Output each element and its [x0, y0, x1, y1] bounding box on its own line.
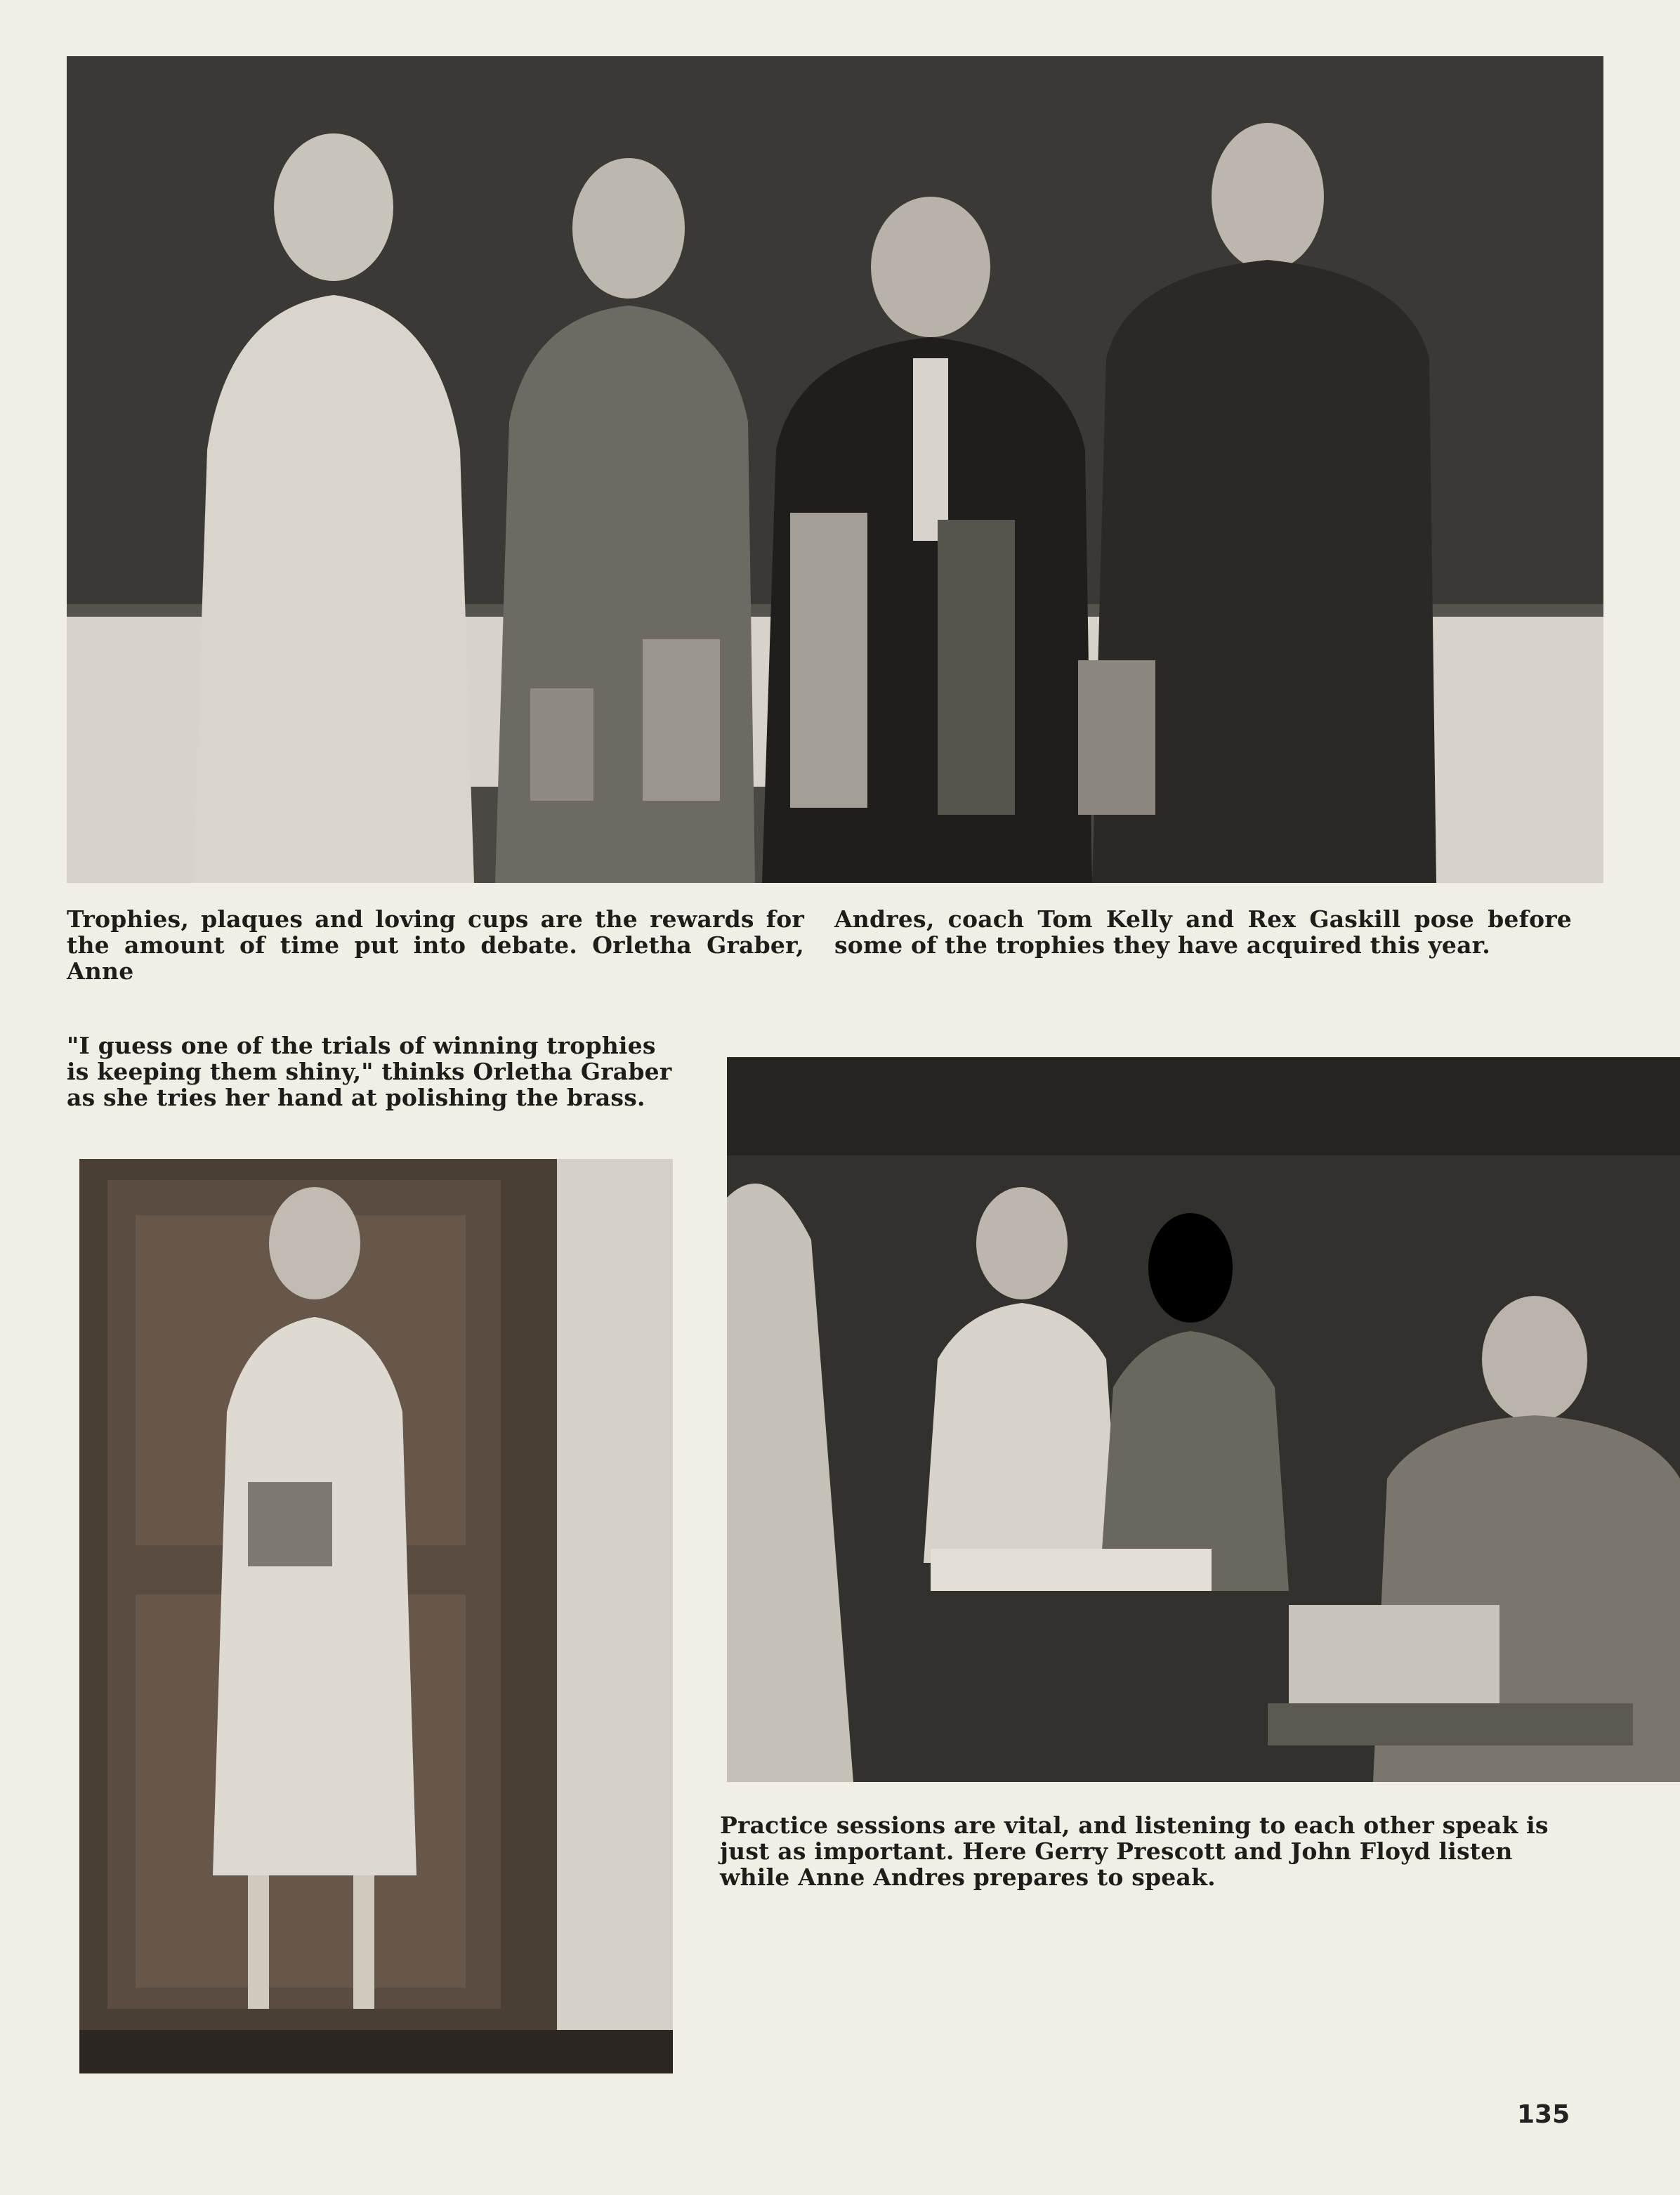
- polishing-trophy-photo-art: [79, 1159, 673, 2073]
- top-photo-caption-left: Trophies, plaques and loving cups are the rewards for the amount of time put into debate. Orletha Graber, Anne: [67, 905, 804, 985]
- top-photo-caption-right: Andres, coach Tom Kelly and Rex Gaskill pose before some of the trophies they have acquired this year.: [834, 905, 1572, 959]
- group-trophy-photo-art: [67, 56, 1603, 883]
- page-number: 135: [1517, 2100, 1570, 2129]
- polishing-trophy-photo: [79, 1159, 673, 2073]
- practice-photo-caption: Practice sessions are vital, and listening to each other speak is just as important. Here Gerry Prescott and John Floyd listen while Anne Andres prepares to speak.: [720, 1811, 1549, 1891]
- group-trophy-photo: [67, 56, 1603, 883]
- practice-session-photo-art: [727, 1057, 1680, 1782]
- polishing-photo-caption: "I guess one of the trials of winning trophies is keeping them shiny," thinks Orletha Graber as she tries her hand at polishing the brass.: [67, 1032, 672, 1111]
- practice-session-photo: [727, 1057, 1680, 1782]
